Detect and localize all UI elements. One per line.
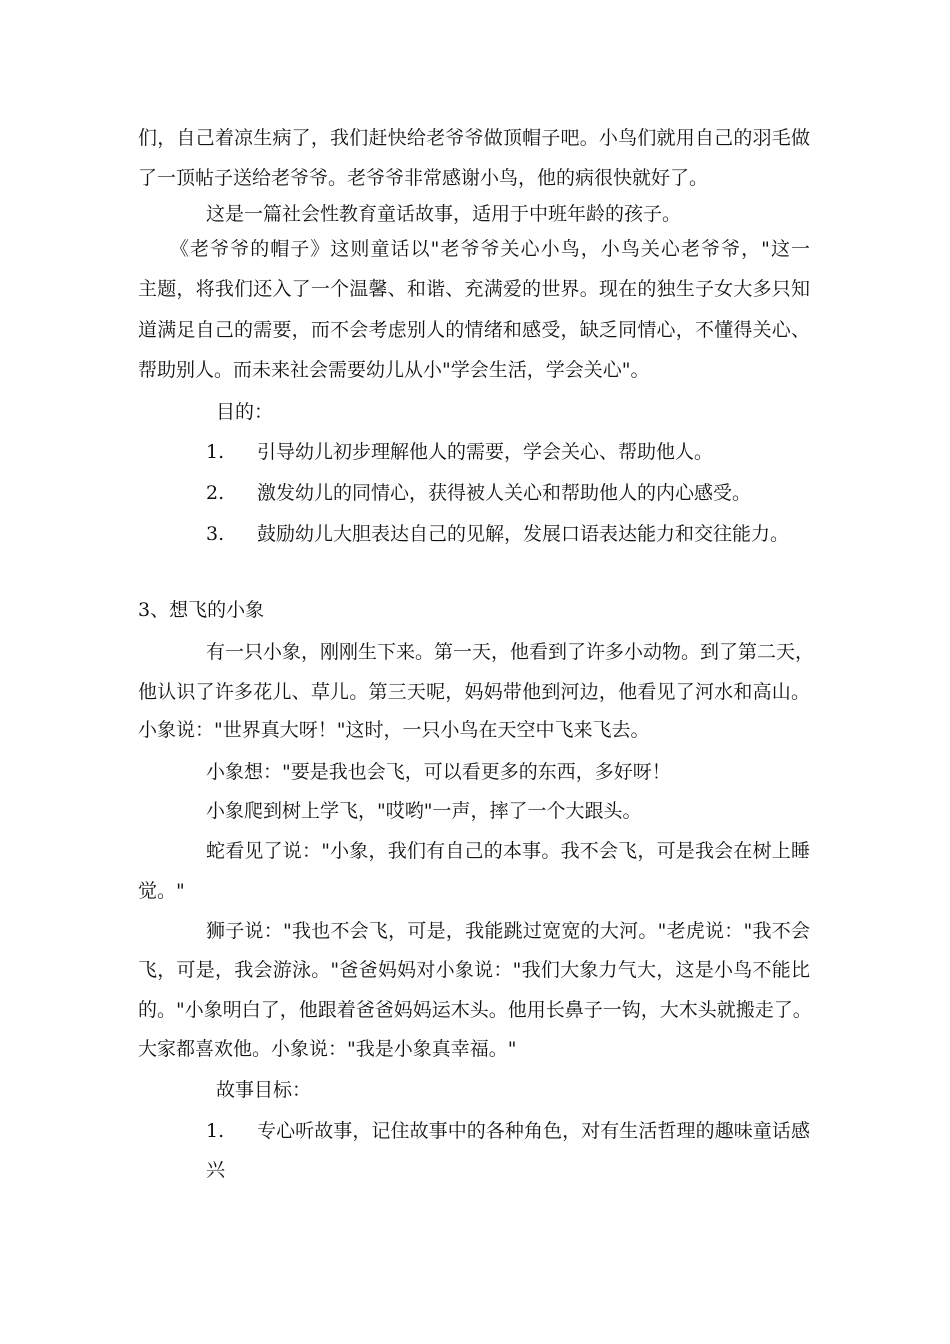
story-text-line: 了一顶帖子送给老爷爷。老爷爷非常感谢小鸟，他的病很快就好了。 (138, 167, 709, 189)
goal-item: 引导幼儿初步理解他人的需要，学会关心、帮助他人。 (257, 441, 714, 463)
story-goal-item-continuation: 兴 (206, 1159, 226, 1181)
story-goals-heading: 故事目标： (216, 1079, 312, 1101)
story-text-line: 小象说："世界真大呀！"这时，一只小鸟在天空中飞来飞去。 (138, 719, 650, 741)
story-text-line: 飞，可是，我会游泳。"爸爸妈妈对小象说："我们大象力气大，这是小鸟不能比 (138, 959, 810, 981)
story-text-line: 有一只小象，刚刚生下来。第一天，他看到了许多小动物。到了第二天， (206, 641, 815, 663)
goal-item: 激发幼儿的同情心，获得被人关心和帮助他人的内心感受。 (257, 482, 752, 504)
story-text-line: 小象想："要是我也会飞，可以看更多的东西，多好呀！ (206, 761, 671, 783)
commentary-line: 《老爷爷的帽子》这则童话以"老爷爷关心小鸟，小鸟关心老爷爷，"这一 (170, 238, 810, 260)
story-text-line: 蛇看见了说："小象，我们有自己的本事。我不会飞，可是我会在树上睡 (206, 840, 810, 862)
story-text-line: 们，自己着凉生病了，我们赶快给老爷爷做顶帽子吧。小鸟们就用自己的羽毛做 (138, 127, 810, 149)
goals-heading: 目的： (216, 401, 274, 423)
story-text-line: 狮子说："我也不会飞，可是，我能跳过宽宽的大河。"老虎说："我不会 (206, 920, 810, 942)
commentary-line: 主题，将我们还入了一个温馨、和谐、充满爱的世界。现在的独生子女大多只知 (138, 278, 810, 300)
commentary-line: 道满足自己的需要，而不会考虑别人的情绪和感受，缺乏同情心，不懂得关心、 (138, 319, 810, 341)
story-goal-item: 专心听故事，记住故事中的各种角色，对有生活哲理的趣味童话感 (257, 1120, 810, 1142)
goal-number: 3. (206, 523, 225, 545)
goal-item: 鼓励幼儿大胆表达自己的见解，发展口语表达能力和交往能力。 (257, 523, 790, 545)
story-text-line: 的。"小象明白了，他跟着爸爸妈妈运木头。他用长鼻子一钩，大木头就搬走了。 (138, 999, 812, 1021)
story-text-line: 他认识了许多花儿、草儿。第三天呢，妈妈带他到河边，他看见了河水和高山。 (138, 681, 810, 703)
story-text-line: 觉。" (138, 880, 185, 902)
commentary-line: 帮助别人。而未来社会需要幼儿从小"学会生活，学会关心"。 (138, 359, 650, 381)
story-goal-number: 1. (206, 1120, 225, 1142)
goal-number: 1. (206, 441, 225, 463)
commentary-intro: 这是一篇社会性教育童话故事，适用于中班年龄的孩子。 (206, 203, 682, 225)
goal-number: 2. (206, 482, 225, 504)
story-text-line: 大家都喜欢他。小象说："我是小象真幸福。" (138, 1038, 517, 1060)
story-title: 3、想飞的小象 (138, 599, 265, 621)
story-text-line: 小象爬到树上学飞，"哎哟"一声，摔了一个大跟头。 (206, 800, 642, 822)
